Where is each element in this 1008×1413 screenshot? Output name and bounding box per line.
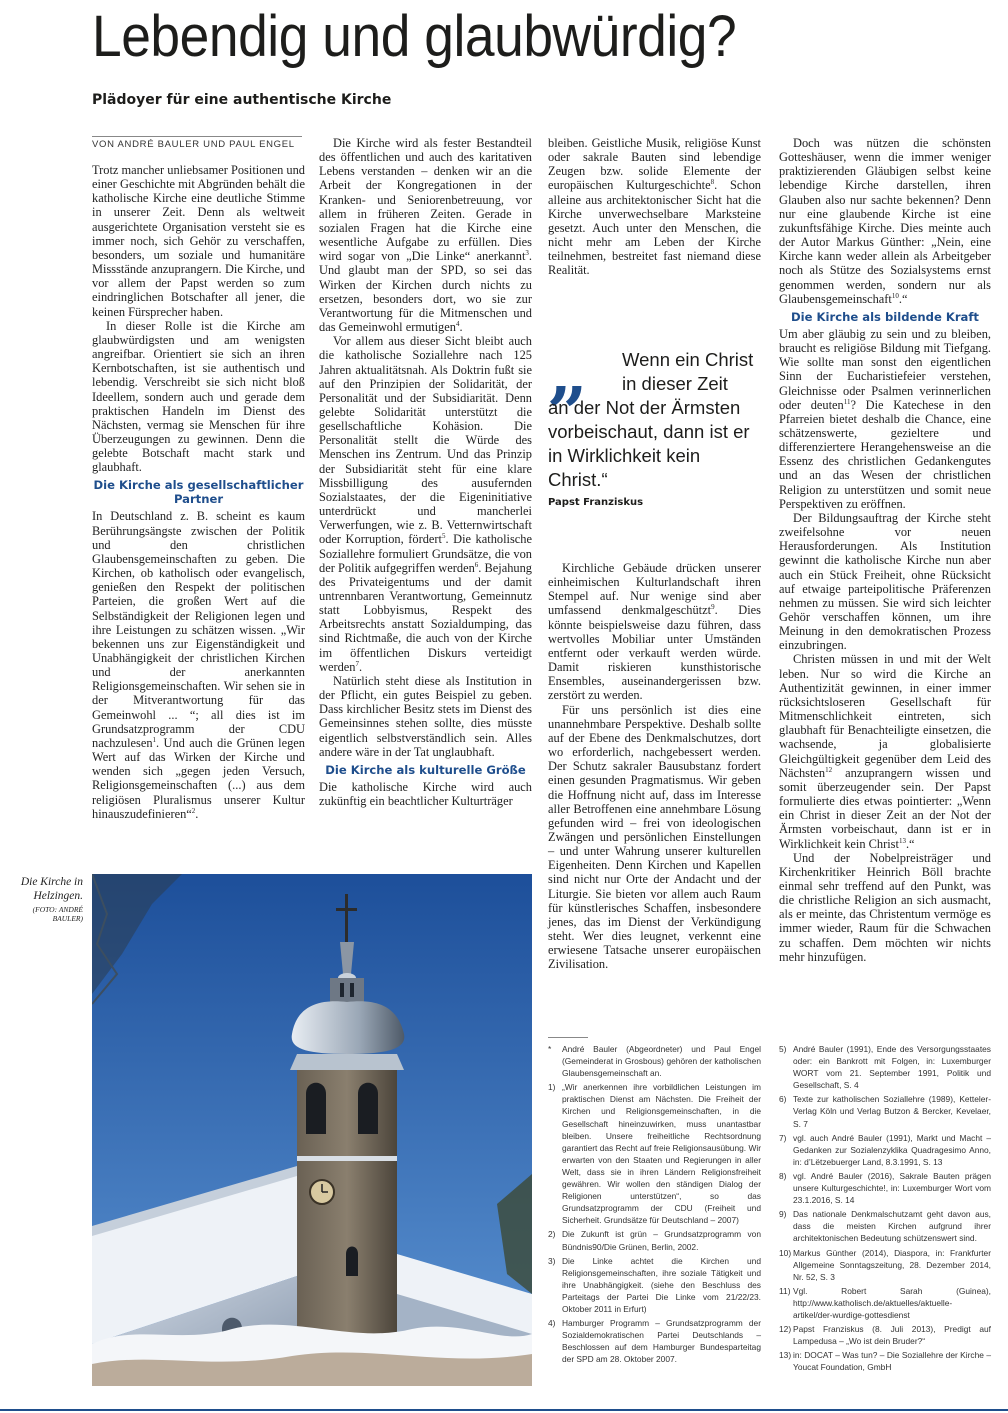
article-title: Lebendig und glaubwürdig?: [92, 4, 737, 69]
paragraph: [319, 136, 532, 334]
text-run: . Die katholische Soziallehre formuliert Grundsätze, die von der Politik aufgegriffen werden: [319, 532, 532, 575]
paragraph: In dieser Rolle ist die Kirche am glaubwürdigsten und am wenigsten angreifbar. Orientiert sie sich an ihren Kernbotschaften, ist sie authentisch und lebendig. Verschreibt sie sich nicht bloß Ideellem, sondern auch und gerade dem praktischen Handeln im Dienst des Nächsten, vermag sie Menschen für ihre Überzeugungen zu gewinnen. Denn die gelebte Botschaft macht stark und glaubhaft.: [92, 318, 305, 475]
text-run: ? Die Katechese in den Pfarreien bietet deshalb die Chance, eine schätzenswerte, gezieltere und differenziertere Herangehensweise an die Essenz des christlichen Gedankengutes und an das Wesen der christlichen Religion zu unterstützen und somit neue Perspektiven zu eröffnen.: [779, 397, 991, 511]
text-run: Christen müssen in und mit der Welt leben. Nur so wird die Kirche an Authentizität gewinnen, in einer immer rücksichtsloseren Gesellschaft für Mitmenschlichkeit eintreten, sich glaubhaft für Benachteiligte einsetzen, die wachsende, ja globalisierte Gleichgültigkeit gegenüber dem Leid des Nächsten: [779, 652, 991, 780]
footnote-number: 12): [779, 1324, 792, 1335]
footnote: [779, 1093, 991, 1129]
footnote-ref: 6: [474, 560, 479, 569]
paragraph: Trotz mancher unliebsamer Positionen und einer Geschichte mit Abgründen behält die katholische Kirche eine deutliche Stimme in unserer Zeit. Denn als weltweit ausgerichtete Organisation versteht sie es immer noch, sich Gehör zu verschaffen, besonders, um soziale und humanitäre Missstände anzuprangern. Die Kirche, und vor allem der Papst werden so zum eindringlichen Botschafter all jener, die keinen Fürsprecher haben.: [92, 163, 305, 319]
photo-caption: [5, 875, 83, 923]
text-run: .“: [905, 836, 915, 851]
quote-line: an der Not der Ärmsten vorbeischaut, dann ist er in Wirklichkeit kein Christ.“: [548, 397, 750, 490]
footnote: [779, 1247, 991, 1283]
footnote: [779, 1208, 991, 1244]
column-2: [319, 136, 532, 808]
footnote-text: Papst Franziskus (8. Juli 2013), Predigt auf Lampedusa – „Wo ist dein Bruder?“: [793, 1324, 991, 1347]
text-run: bleiben. Geistliche Musik, religiöse Kunst oder sakrale Bauten sind lebendige Zeugen bzw. solide Elemente der europäischen Kulturgeschichte: [548, 136, 761, 193]
footnote-ref: 13: [898, 836, 906, 845]
paragraph: [779, 136, 991, 306]
text-run: .“: [898, 291, 908, 306]
footnote: [779, 1323, 991, 1347]
paragraph: [92, 509, 305, 820]
caption-text: Die Kirche in Helzingen.: [20, 876, 83, 902]
footnote: [548, 1317, 761, 1365]
footnote-text: vgl. André Bauler (2016), Sakrale Bauten prägen unsere Kulturgeschichte!, in: Luxemburger Wort vom 23.1.2016, S. 14: [793, 1170, 991, 1206]
footnote-ref: 7: [355, 659, 359, 668]
text-run: Die Kirche wird als fester Bestandteil des öffentlichen und auch des karitativen Lebens verstanden – denken wir an die Arbeit der Kongregationen in der Kranken- und Seniorenbetreuung, vor allem in früheren Zeiten. Gerade in sozialen Fragen hat die Kirche eine wesentliche Aufgabe zu erfüllen. Dies wird sogar von „Die Linke“ anerkannt: [319, 136, 532, 264]
text-run: . Und glaubt man der SPD, so sei das Wirken der Kirchen durch nichts zu ersetzen, besonders dort, wo sie zur Verantwortung für die Mitmenschen und das Gemeinwohl ermutigen: [319, 249, 532, 335]
text-run: . Schon alleine aus architektonischer Sicht hat die Kirche unverwechselbare Marksteine gesetzt. Auch unter den Menschen, die nicht mehr am Leben der Kirche teilnehmen, bestreitet fast niemand diese Realität.: [548, 178, 761, 278]
footnote-text: Vgl. Robert Sarah (Guinea), http://www.katholisch.de/aktuelles/aktuelle-artikel/der-wurdige-gottesdienst: [793, 1285, 991, 1320]
paragraph: [548, 136, 761, 278]
footnote-text: Texte zur katholischen Soziallehre (1989), Ketteler-Verlag Köln und Verlag Butzon & Bercker, Kevelaer, S. 7: [793, 1094, 991, 1129]
text-run: Kirchliche Gebäude drücken unserer einheimischen Kulturlandschaft ihren Stempel auf. Nur wenige sind aber umfassend denkmalgeschützt: [548, 561, 761, 618]
footnote-number: 7): [779, 1132, 787, 1143]
paragraph: Für uns persönlich ist dies eine unannehmbare Perspektive. Deshalb sollte auf der Ebene des Denkmalschutzes, dort wo erforderlich, nachgebessert werden. Der Schutz sakraler Bausubstanz fordert einen gesunden Pragmatismus. Wir geben die Hoffnung nicht auf, dass im Interesse aller Betroffenen eine annehmbare Lösung gefunden wird – frei von ideologischen Zwängen und persönlichen Einstellungen – und unter Wahrung unserer kulturellen Eigenheiten. Denn Kirchen und Kapellen sind nicht nur Orte der Andacht und der Liturgie. Sie bieten vor allem auch Raum für künstlerisches Schaffen, insbesondere jenes, das im Dienst der Verkündigung steht. Wer dies leugnet, verkennt eine erwiesene Tatsache unserer europäischen Zivilisation.: [548, 702, 761, 972]
footnote-ref: 11: [843, 397, 851, 406]
footnote-text: vgl. auch André Bauler (1991), Markt und Macht – Gedanken zur Sozialenzyklika Quadragesimo Anno, in: d’Lëtzebuerger Land, 8.3.1991, S. 13: [793, 1132, 991, 1167]
footnote: [548, 1228, 761, 1252]
footnote-text: Die Zukunft ist grün – Grundsatzprogramm von Bündnis90/Die Grünen, Berlin, 2002.: [562, 1229, 761, 1252]
footnote: [779, 1170, 991, 1206]
quote-line: Wenn ein Christ: [622, 349, 754, 370]
quote-line: in dieser Zeit: [622, 373, 728, 394]
page-bottom-rule: [0, 1409, 1008, 1411]
text-run: Doch was nützen die schönsten Gotteshäuser, wenn die immer weniger praktizierenden Gläubigen selbst keine lebendige Kirche darstellen, ihren Glauben also nur sachte bekennen? Denn nur eine glaubende Kirche ist eine zukunftsfähige Kirche. Dies meinte auch der Autor Markus Günther: „Nein, eine Kirche kann weder allein als Arbeitgeber noch als Stütze des Sozialsystems ernst genommen werden, sondern nur als Glaubensgemeinschaft: [779, 136, 991, 306]
text-run: In Deutschland z. B. scheint es kaum Berührungsängste zwischen der Politik und den christlichen Glaubensgemeinschaften zu geben. Die Kirchen, ob katholisch oder evangelisch, genießen den Respekt der politischen Parteien, die großen Wert auf die Selbständigkeit der Religionen legen und ihre Leistungen zu schätzen wissen. „Wir bekennen uns zur Eigenständigkeit und Unabhängigkeit der christlichen Kirchen und der anerkannten Religionsgemeinschaften. Wir sehen sie in der Mitverantwortung für das Gemeinwohl ... “; all dies ist im Grundsatzprogramm der CDU nachzulesen: [92, 509, 305, 750]
footnotes-left: [548, 1043, 761, 1367]
footnote-number: 5): [779, 1044, 787, 1054]
footnote-number: 2): [548, 1229, 556, 1240]
text-run: . Dies könnte beispielsweise dazu führen, dass wertvolles Mobiliar unter Umständen entfernt oder verkauft werden würde. Damit riskieren kunsthistorische Ensembles, auseinandergerissen bzw. zerstört zu werden.: [548, 603, 761, 703]
paragraph: [319, 334, 532, 674]
column-3: [548, 136, 761, 278]
footnote-number: 8): [779, 1170, 787, 1181]
section-heading: Die Kirche als gesellschaftlicher Partner: [93, 478, 304, 507]
text-run: .: [459, 320, 463, 335]
footnote-number: 6): [779, 1094, 787, 1105]
footnote-number: 4): [548, 1318, 556, 1329]
quote-author: Papst Franziskus: [548, 497, 644, 508]
text-run: Vor allem aus dieser Sicht bleibt auch die katholische Soziallehre nach 125 Jahren aktualitätsnah. Als Doktrin fußt sie auf den Prinzipien der Solidarität, der Personalität und der Subsidiarität. Denn gelebte Solidarität unterstützt die gesellschaftliche Kohäsion. Die Personalität stellt die Würde des Menschen ins Zentrum. Und das Prinzip der Subsidiarität steht für eine klare Missbilligung des ausufernden Sozialstaates, der die Eigeninitiative unterdrückt und mancherlei Verwerfungen, wie z. B. Vetternwirtschaft oder Korruption, fördert: [319, 334, 532, 547]
footnote-text: Markus Günther (2014), Diaspora, in: Frankfurter Allgemeine Sonntagszeitung, 28. Dezember 2014, Nr. 52, S. 3: [793, 1247, 991, 1282]
footnote-text: Die Linke achtet die Kirchen und Religionsgemeinschaften, ihre soziale Tätigkeit und ihre Unabhängigkeit. (siehe den Beschluss des Parteitags der Partei Die Linke vom 21/22/23. Oktober 2011 in Erfurt): [562, 1255, 761, 1314]
footnote-number: 11): [779, 1285, 791, 1296]
footnote-ref: 12: [825, 765, 833, 774]
footnote-text: „Wir anerkennen ihre vorbildlichen Leistungen im praktischen Dienst am Nächsten. Die Freiheit der Kirchen und Religionsgemeinschaften, in die Gesellschaft hineinzuwirken, muss unantastbar bleiben. Unsere freiheitliche Rechtsordnung garantiert das Recht auf freie Religionsausübung. Wir erwarten von den Staaten und Regierungen in aller Welt, dass sie in ihren Ländern Religionsfreiheit gewähren. Wir wollen den ständigen Dialog der Religionen unterstützen“, so das Grundsatzprogramm der CDU (Freiheit und Sicherheit. Grundsätze für Deutschland – 2007): [562, 1082, 761, 1226]
footnote-text: André Bauler (1991), Ende des Versorgungsstaates oder: ein Bankrott mit Folgen, in: Luxemburger WORT vom 21. September 1991, Politik und Gesellschaft, S. 4: [793, 1044, 991, 1091]
footnote: [779, 1285, 991, 1321]
text-run: Um aber gläubig zu sein und zu bleiben, braucht es religiöse Bildung mit Tiefgang. Wie sollte man sonst den eigentlichen Sinn der Eucharistiefeier verstehen, Gleichnisse oder Psalmen verinnerlichen oder deuten: [779, 326, 991, 412]
footnote-number: 9): [779, 1209, 787, 1220]
footnote-ref: 10: [891, 291, 899, 300]
footnote-number: *: [548, 1044, 552, 1054]
footnote-number: 13): [779, 1350, 792, 1361]
footnote: [779, 1349, 991, 1373]
pull-quote: [548, 348, 763, 492]
paragraph: Die katholische Kirche wird auch zukünftig ein beachtlicher Kulturträger: [319, 779, 532, 809]
column-4: [779, 136, 991, 964]
footnote-ref: 5: [441, 532, 446, 541]
footnote: [779, 1043, 991, 1091]
text-run: . Bejahung des Privateigentums und der damit untrennbaren Verantwortung, Gemeinnutz statt Lobbyismus, Respekt des Arbeitsrechts anstatt Sozialdumping, das sind Richtmaße, die auch von der Kirche im öffentlichen Diskurs verteidigt werden: [319, 560, 532, 674]
church-photo: [92, 874, 532, 1386]
footnote-ref: 8: [710, 178, 715, 187]
text-run: .: [358, 659, 363, 674]
paragraph: Der Bildungsauftrag der Kirche steht zweifelsohne vor neuen Herausforderungen. Als Institution gewinnt die katholische Kirche nun aber auch ein Stück Freiheit, ohne Rücksicht auf etwaige parteipolitische Präferenzen nehmen zu müssen. Sie wird sich leichter Gehör verschaffen können, um ihre Meinung in den demokratischen Prozess einzubringen.: [779, 510, 991, 653]
photo-credit: (FOTO: ANDRÉ BAULER): [32, 905, 83, 923]
column-3-continued: [548, 561, 761, 972]
text-run: . Und auch die Grünen legen Wert auf das Wirken der Kirche und wenden sich „gegen jeden Versuch, Religionsgemeinschaften (...) aus dem religiösen Pluralismus unserer Kultur hinauszudefinieren“: [92, 735, 305, 821]
footnote-ref: 3: [525, 249, 529, 258]
footnote: [548, 1043, 761, 1079]
paragraph: Natürlich steht diese als Institution in der Pflicht, ein gutes Beispiel zu geben. Dass kirchlicher Besitz stets im Dienst des Gemeinsinnes stehen sollte, dies müsste eigentlich selbstverständlich sein. Alles andere wäre in der Tat unglaubhaft.: [319, 673, 532, 759]
quote-mark-icon: „: [548, 331, 589, 414]
text-run: anzuprangern wissen und somit überzeugender sein. Der Papst formulierte dies etwas pointierter: „Wenn ein Christ in dieser Zeit an der Not der Ärmsten vorbeischaut, dann ist er in Wirklichkeit kein Christ: [779, 765, 991, 851]
section-heading: Die Kirche als kulturelle Größe: [325, 762, 526, 777]
footnote-text: in: DOCAT – Was tun? – Die Soziallehre der Kirche – Youcat Foundation, GmbH: [793, 1350, 991, 1373]
footnote-ref: 4: [455, 319, 460, 328]
article-subtitle: Plädoyer für eine authentische Kirche: [92, 92, 392, 108]
footnote-number: 10): [779, 1247, 792, 1258]
footnote-text: Hamburger Programm – Grundsatzprogramm der Sozialdemokratischen Partei Deutschlands – Beschlossen auf dem Hamburger Bundesparteitag der SPD am 28. Oktober 2007.: [562, 1318, 761, 1365]
footnote-ref: 1: [152, 735, 157, 744]
footnote-number: 3): [548, 1255, 556, 1266]
church-illustration: [92, 874, 532, 1386]
footnote-divider: [548, 1037, 588, 1038]
footnote: [548, 1255, 761, 1315]
paragraph: [779, 327, 991, 511]
footnote-text: Das nationale Denkmalschutzamt geht davon aus, dass die meisten Kirchen aufgrund ihrer architektonischen Bedeutung schützenswert sind.: [793, 1209, 991, 1244]
section-heading: Die Kirche als bildende Kraft: [791, 309, 979, 324]
footnote: [779, 1132, 991, 1168]
paragraph: [779, 652, 991, 850]
column-1: [92, 163, 305, 821]
footnote: [548, 1081, 761, 1226]
footnote-ref: 2: [191, 806, 196, 815]
paragraph: [548, 561, 761, 703]
text-run: .: [195, 806, 199, 821]
footnote-number: 1): [548, 1082, 556, 1093]
byline: VON ANDRÉ BAULER UND PAUL ENGEL: [92, 136, 302, 150]
footnotes-right: [779, 1043, 991, 1375]
footnote-text: André Bauler (Abgeordneter) und Paul Engel (Gemeinderat in Grosbous) gehören der katholischen Glaubensgemeinschaft an.: [562, 1044, 761, 1079]
paragraph: Und der Nobelpreisträger und Kirchenkritiker Heinrich Böll brachte einmal sehr treffend auf den Punkt, was die christliche Religion an sich ausmacht, als er meinte, das Christentum vermöge es immer wieder, Raum für die Schwachen zu schaffen. Dem möchten wir nichts mehr hinzufügen.: [779, 850, 991, 964]
footnote-ref: 9: [711, 603, 715, 612]
